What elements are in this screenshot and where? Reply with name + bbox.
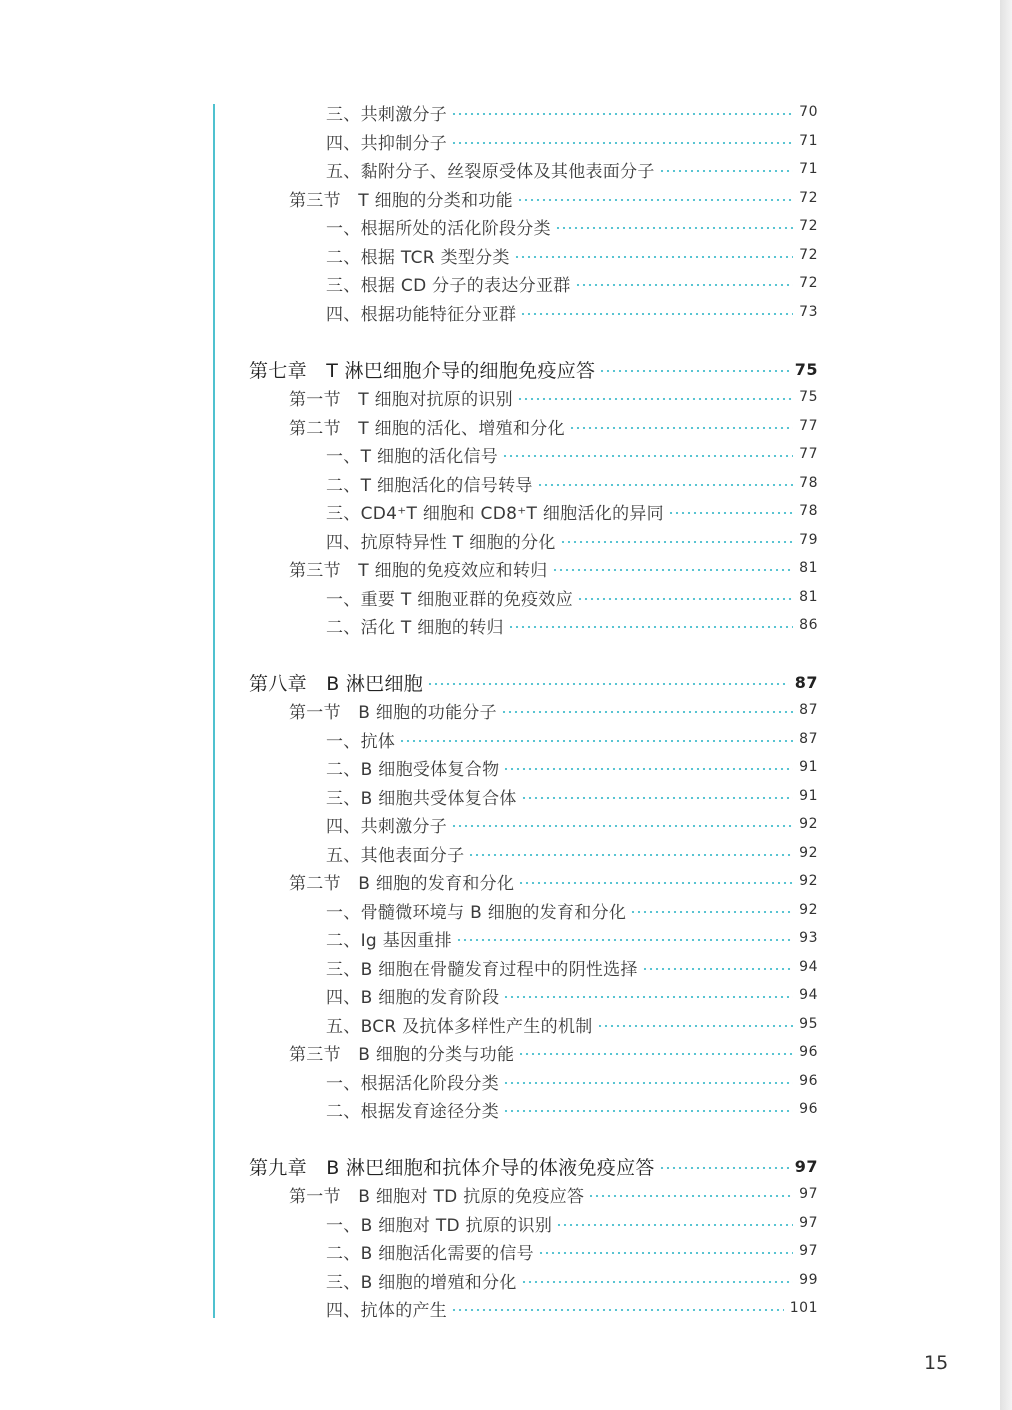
toc-chapter xyxy=(249,1153,818,1179)
toc-entry-page: 91 xyxy=(799,788,818,804)
toc-section-label: 第三节 B 细胞的分类与功能 xyxy=(289,1044,515,1065)
toc-entry-page: 73 xyxy=(799,304,818,320)
toc-entry xyxy=(326,527,818,553)
toc-entry-label: 五、黏附分子、丝裂原受体及其他表面分子 xyxy=(326,161,655,182)
toc-section-label: 第二节 T 细胞的活化、增殖和分化 xyxy=(289,418,565,439)
toc-entry-label: 三、B 细胞在骨髓发育过程中的阴性选择 xyxy=(326,959,638,980)
dot-leader xyxy=(521,797,794,799)
toc-entry-page: 71 xyxy=(799,161,818,177)
toc-entry-page: 81 xyxy=(799,589,818,605)
toc-entry xyxy=(326,726,818,752)
toc-entry-label: 四、抗体的产生 xyxy=(326,1300,448,1321)
dot-leader xyxy=(538,1252,793,1254)
toc-entry xyxy=(326,299,818,325)
toc-entry-page: 101 xyxy=(789,1300,818,1316)
toc-entry xyxy=(326,1096,818,1122)
toc-entry-label: 一、T 细胞的活化信号 xyxy=(326,446,499,467)
toc-entry-label: 二、根据发育途径分类 xyxy=(326,1101,499,1122)
toc-entry-page: 96 xyxy=(799,1073,818,1089)
dot-leader xyxy=(569,427,793,429)
toc-section xyxy=(289,868,818,894)
toc-section xyxy=(289,413,818,439)
toc-entry-page: 70 xyxy=(799,104,818,120)
toc-entry-page: 97 xyxy=(799,1215,818,1231)
toc-entry-label: 二、B 细胞受体复合物 xyxy=(326,759,500,780)
toc-entry-label: 三、CD4⁺T 细胞和 CD8⁺T 细胞活化的异同 xyxy=(326,503,664,524)
toc-section xyxy=(289,697,818,723)
dot-leader xyxy=(518,882,793,884)
dot-leader xyxy=(552,569,794,571)
dot-leader xyxy=(537,484,793,486)
toc-section-label: 第三节 T 细胞的免疫效应和转归 xyxy=(289,560,548,581)
toc-section-label: 第一节 B 细胞的功能分子 xyxy=(289,702,497,723)
toc-entry-page: 92 xyxy=(799,902,818,918)
toc-entry-page: 94 xyxy=(799,959,818,975)
toc-entry xyxy=(326,612,818,638)
page-number: 15 xyxy=(924,1352,949,1374)
toc-entry-label: 四、共刺激分子 xyxy=(326,816,448,837)
dot-leader xyxy=(599,370,788,372)
toc-chapter-page: 75 xyxy=(794,359,818,379)
toc-entry-label: 三、B 细胞共受体复合体 xyxy=(326,788,517,809)
toc-entry-label: 一、重要 T 细胞亚群的免疫效应 xyxy=(326,589,573,610)
toc-section xyxy=(289,384,818,410)
toc-entry-page: 94 xyxy=(799,987,818,1003)
toc-entry-page: 93 xyxy=(799,930,818,946)
toc-entry xyxy=(326,99,818,125)
toc-entry-page: 77 xyxy=(799,446,818,462)
dot-leader xyxy=(556,1224,793,1226)
toc-entry-label: 一、抗体 xyxy=(326,731,396,752)
dot-leader xyxy=(560,541,793,543)
toc-chapter-label: 第九章 B 淋巴细胞和抗体介导的体液免疫应答 xyxy=(249,1156,655,1179)
toc-entry-label: 三、B 细胞的增殖和分化 xyxy=(326,1272,517,1293)
toc-chapter-label: 第七章 T 淋巴细胞介导的细胞免疫应答 xyxy=(249,359,596,382)
toc-entry xyxy=(326,270,818,296)
dot-leader xyxy=(642,968,793,970)
toc-entry xyxy=(326,1210,818,1236)
dot-leader xyxy=(597,1025,794,1027)
dot-leader xyxy=(508,626,793,628)
toc-entry xyxy=(326,783,818,809)
toc-entry-label: 一、根据活化阶段分类 xyxy=(326,1073,499,1094)
toc-entry-page: 86 xyxy=(799,617,818,633)
toc-entry xyxy=(326,584,818,610)
toc-entry-page: 96 xyxy=(799,1101,818,1117)
toc-entry-label: 二、活化 T 细胞的转归 xyxy=(326,617,504,638)
toc-entry-label: 一、骨髓微环境与 B 细胞的发育和分化 xyxy=(326,902,627,923)
dot-leader xyxy=(659,170,793,172)
toc-entry xyxy=(326,925,818,951)
toc-entry-label: 三、共刺激分子 xyxy=(326,104,448,125)
toc-section-page: 75 xyxy=(799,389,818,405)
toc-entry-page: 87 xyxy=(799,731,818,747)
dot-leader xyxy=(659,1167,789,1169)
toc-entry-page: 72 xyxy=(799,247,818,263)
toc-entry xyxy=(326,897,818,923)
toc-entry-label: 一、根据所处的活化阶段分类 xyxy=(326,218,551,239)
toc-entry xyxy=(326,213,818,239)
toc-entry-label: 五、其他表面分子 xyxy=(326,845,465,866)
toc-section-page: 77 xyxy=(799,418,818,434)
toc-entry-label: 二、T 细胞活化的信号转导 xyxy=(326,475,533,496)
toc-entry xyxy=(326,128,818,154)
toc-section-page: 97 xyxy=(799,1186,818,1202)
toc-entry xyxy=(326,1238,818,1264)
toc-entry xyxy=(326,1011,818,1037)
toc-entry-page: 79 xyxy=(799,532,818,548)
toc-section-page: 72 xyxy=(799,190,818,206)
toc-entry-page: 78 xyxy=(799,475,818,491)
toc-chapter-page: 87 xyxy=(794,672,818,692)
toc-entry xyxy=(326,242,818,268)
dot-leader xyxy=(451,1309,784,1311)
toc-entry xyxy=(326,1267,818,1293)
toc-entry-label: 二、根据 TCR 类型分类 xyxy=(326,247,510,268)
toc-section-page: 81 xyxy=(799,560,818,576)
toc-entry xyxy=(326,441,818,467)
toc-section-label: 第三节 T 细胞的分类和功能 xyxy=(289,190,513,211)
dot-leader xyxy=(577,598,793,600)
dot-leader xyxy=(503,1082,793,1084)
dot-leader xyxy=(520,313,793,315)
dot-leader xyxy=(427,683,789,685)
dot-leader xyxy=(630,911,793,913)
toc-entry-page: 95 xyxy=(799,1016,818,1032)
toc-entry-label: 一、B 细胞对 TD 抗原的识别 xyxy=(326,1215,553,1236)
dot-leader xyxy=(514,256,793,258)
dot-leader xyxy=(555,227,793,229)
dot-leader xyxy=(451,113,793,115)
toc-section-label: 第二节 B 细胞的发育和分化 xyxy=(289,873,515,894)
toc-entry-page: 97 xyxy=(799,1243,818,1259)
dot-leader xyxy=(517,199,793,201)
dot-leader xyxy=(668,512,793,514)
toc-entry-label: 三、根据 CD 分子的表达分亚群 xyxy=(326,275,571,296)
toc-chapter xyxy=(249,669,818,695)
toc-entry xyxy=(326,470,818,496)
page-edge xyxy=(1000,0,1012,1410)
toc-entry-label: 四、根据功能特征分亚群 xyxy=(326,304,517,325)
toc-entry-page: 92 xyxy=(799,816,818,832)
toc-entry-label: 二、Ig 基因重排 xyxy=(326,930,452,951)
toc-section-page: 87 xyxy=(799,702,818,718)
toc-entry-page: 78 xyxy=(799,503,818,519)
toc-entry-label: 四、B 细胞的发育阶段 xyxy=(326,987,500,1008)
toc-entry xyxy=(326,1068,818,1094)
dot-leader xyxy=(456,939,793,941)
toc-entry-label: 二、B 细胞活化需要的信号 xyxy=(326,1243,534,1264)
toc-entry-page: 91 xyxy=(799,759,818,775)
dot-leader xyxy=(451,142,793,144)
toc-entry-page: 99 xyxy=(799,1272,818,1288)
toc-entry-label: 四、共抑制分子 xyxy=(326,133,448,154)
dot-leader xyxy=(502,455,793,457)
dot-leader xyxy=(575,284,794,286)
dot-leader xyxy=(399,740,793,742)
toc-entry xyxy=(326,811,818,837)
dot-leader xyxy=(501,711,793,713)
toc-section xyxy=(289,1039,818,1065)
dot-leader xyxy=(518,1053,793,1055)
dot-leader xyxy=(503,996,793,998)
toc-section xyxy=(289,1181,818,1207)
dot-leader xyxy=(451,825,793,827)
toc-entry xyxy=(326,498,818,524)
toc-section xyxy=(289,555,818,581)
toc-entry xyxy=(326,982,818,1008)
toc-entry-page: 71 xyxy=(799,133,818,149)
toc-chapter-label: 第八章 B 淋巴细胞 xyxy=(249,672,424,695)
toc-section-page: 96 xyxy=(799,1044,818,1060)
toc-section-page: 92 xyxy=(799,873,818,889)
dot-leader xyxy=(468,854,793,856)
toc-section xyxy=(289,185,818,211)
dot-leader xyxy=(521,1281,794,1283)
toc-entry xyxy=(326,754,818,780)
toc-entry xyxy=(326,840,818,866)
toc-chapter xyxy=(249,356,818,382)
toc-entry-label: 五、BCR 及抗体多样性产生的机制 xyxy=(326,1016,593,1037)
dot-leader xyxy=(503,1110,793,1112)
toc-entry xyxy=(326,954,818,980)
toc-section-label: 第一节 B 细胞对 TD 抗原的免疫应答 xyxy=(289,1186,585,1207)
toc-entry xyxy=(326,1295,818,1321)
toc-entry xyxy=(326,156,818,182)
toc-section-label: 第一节 T 细胞对抗原的识别 xyxy=(289,389,513,410)
toc-entry-page: 72 xyxy=(799,218,818,234)
dot-leader xyxy=(503,768,793,770)
toc-entry-page: 92 xyxy=(799,845,818,861)
dot-leader xyxy=(588,1195,793,1197)
toc-entry-label: 四、抗原特异性 T 细胞的分化 xyxy=(326,532,556,553)
toc-entry-page: 72 xyxy=(799,275,818,291)
toc-chapter-page: 97 xyxy=(794,1156,818,1176)
dot-leader xyxy=(517,398,793,400)
